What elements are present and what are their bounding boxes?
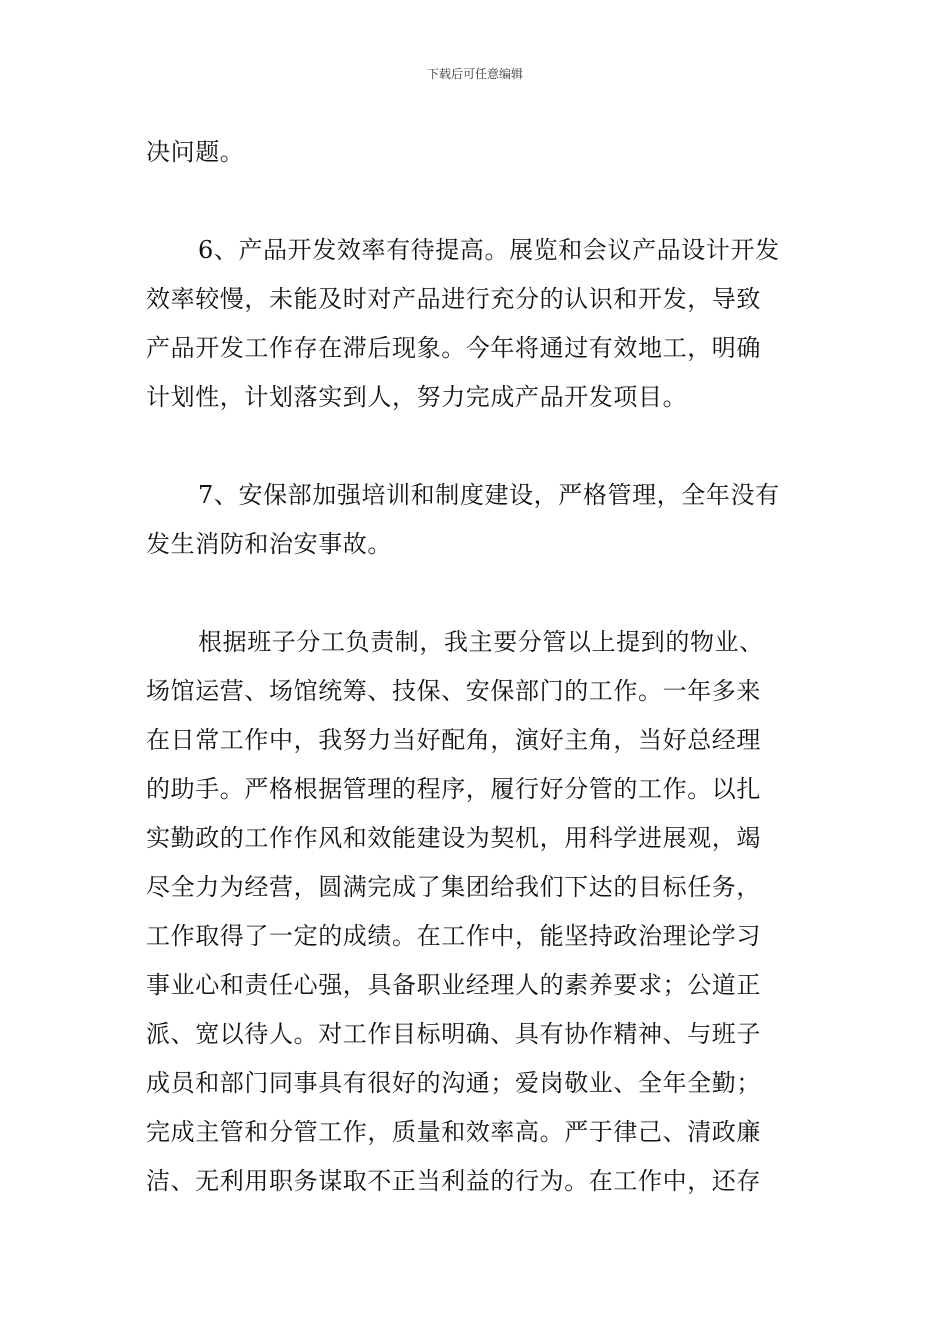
paragraph-summary	[146, 618, 806, 1206]
text-line: 成员和部门同事具有很好的沟通；爱岗敬业、全年全勤；	[146, 1069, 761, 1097]
text-line: 实勤政的工作作风和效能建设为契机，用科学进展观，竭	[146, 824, 761, 852]
text-line: 的助手。严格根据管理的程序，履行好分管的工作。以扎	[146, 775, 761, 803]
document-body	[146, 128, 806, 1206]
text-line: 计划性，计划落实到人，努力完成产品开发项目。	[146, 383, 688, 411]
text-line: 发生消防和治安事故。	[146, 530, 392, 558]
paragraph-continuation	[146, 128, 806, 177]
page-header-note: 下载后可任意编辑	[426, 67, 523, 81]
text-line: 尽全力为经营，圆满完成了集团给我们下达的目标任务，	[146, 873, 761, 901]
text-line: 派、宽以待人。对工作目标明确、具有协作精神、与班子	[146, 1020, 761, 1048]
paragraph-item-6	[146, 226, 806, 422]
text-line: 6、产品开发效率有待提高。展览和会议产品设计开发	[198, 236, 780, 264]
text-line: 工作取得了一定的成绩。在工作中，能坚持政治理论学习	[146, 922, 761, 950]
paragraph-gap	[146, 177, 806, 226]
text-line: 场馆运营、场馆统筹、技保、安保部门的工作。一年多来	[146, 677, 761, 705]
text-line: 完成主管和分管工作，质量和效率高。严于律己、清政廉	[146, 1118, 761, 1146]
text-line: 决问题。	[146, 138, 245, 166]
text-line: 效率较慢，未能及时对产品进行充分的认识和开发，导致	[146, 285, 761, 313]
text-line: 事业心和责任心强，具备职业经理人的素养要求；公道正	[146, 971, 761, 999]
text-line: 7、安保部加强培训和制度建设，严格管理，全年没有	[198, 481, 780, 509]
text-line: 产品开发工作存在滞后现象。今年将通过有效地工，明确	[146, 334, 761, 362]
text-line: 洁、无利用职务谋取不正当利益的行为。在工作中，还存	[146, 1167, 761, 1195]
paragraph-gap	[146, 422, 806, 471]
text-line: 在日常工作中，我努力当好配角，演好主角，当好总经理	[146, 726, 761, 754]
text-line: 根据班子分工负责制，我主要分管以上提到的物业、	[198, 628, 764, 656]
paragraph-gap	[146, 569, 806, 618]
paragraph-item-7	[146, 471, 806, 569]
